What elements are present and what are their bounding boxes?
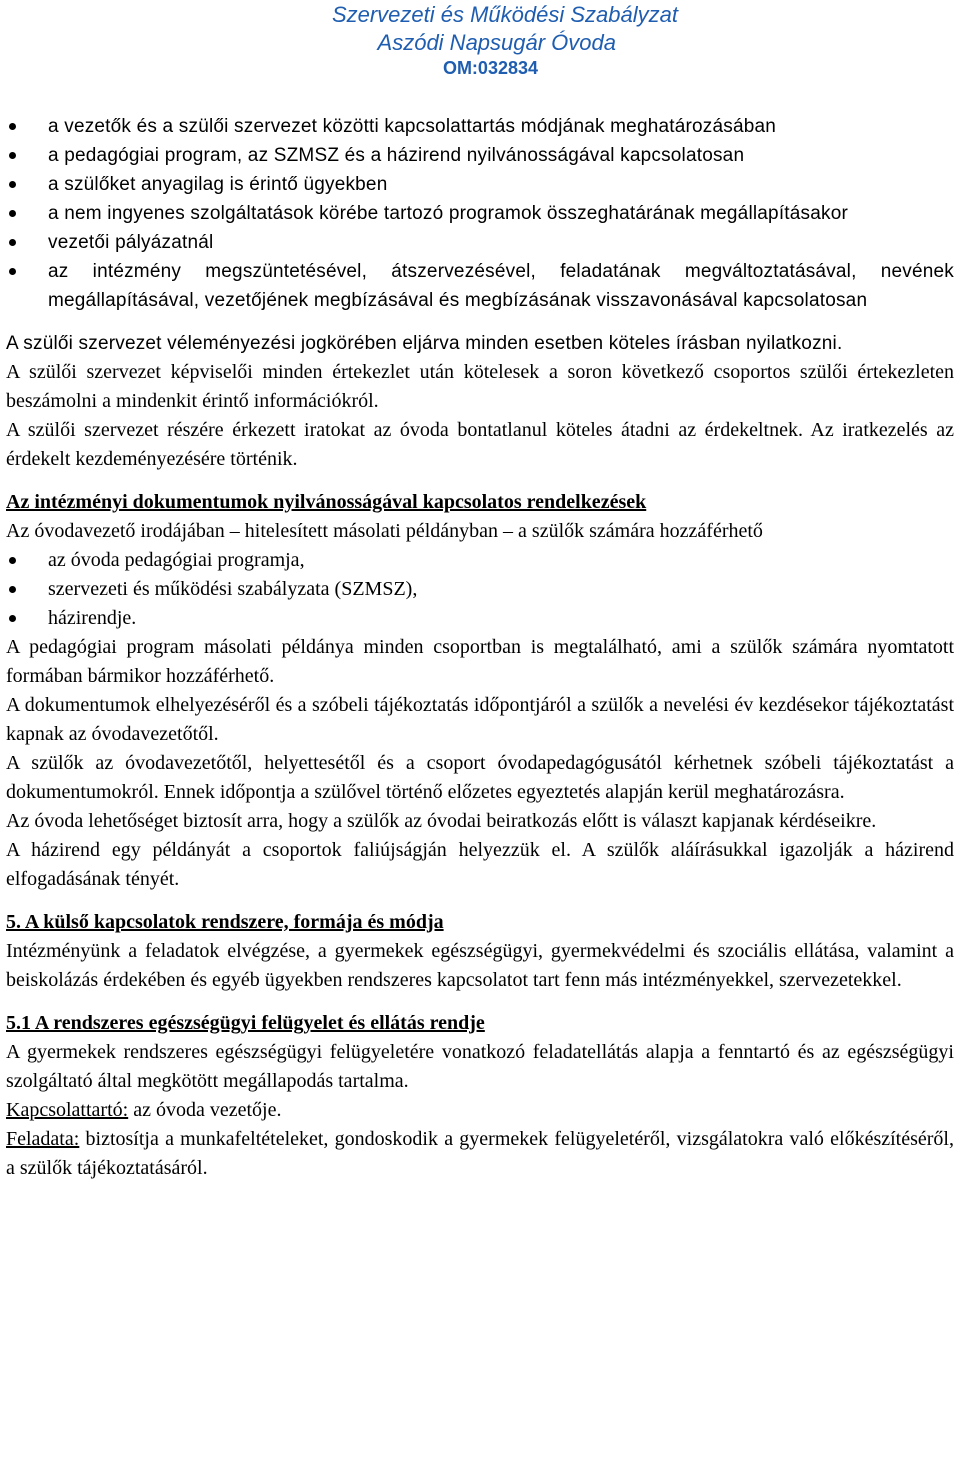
contact-value: az óvoda vezetője. xyxy=(128,1099,282,1121)
paragraph: Az óvoda lehetőséget biztosít arra, hogy a szülők az óvodai beiratkozás előtt is választ kapjanak kérdéseikre. xyxy=(6,810,877,832)
paragraph: A pedagógiai program másolati példánya minden csoportban is megtalálható, ami a szülők számára nyomtatott formában bármikor hozzáférhető. xyxy=(6,636,954,687)
paragraph: A szülői szervezet képviselői minden értekezlet után kötelesek a soron következő csoportos szülői értekezleten beszámolni a mindenkit érintő információkról. xyxy=(6,361,954,412)
list-item: a vezetők és a szülői szervezet közötti kapcsolattartás módjának meghatározásában xyxy=(6,112,954,141)
bullet-icon xyxy=(9,557,16,564)
contact-line xyxy=(6,1096,954,1125)
task-label: Feladata: xyxy=(6,1128,80,1150)
list-item: szervezeti és működési szabályzata (SZMSZ), xyxy=(6,575,954,604)
section-heading-5-1: 5.1 A rendszeres egészségügyi felügyelet és ellátás rendje xyxy=(6,1012,485,1034)
om-number: OM:032834 xyxy=(442,58,538,78)
bullet-icon xyxy=(9,586,16,593)
organization-name: Aszódi Napsugár Óvoda xyxy=(377,30,616,55)
documents-list xyxy=(6,546,954,633)
bullet-icon xyxy=(9,615,16,622)
bullet-icon xyxy=(9,268,16,275)
paragraph: A gyermekek rendszeres egészségügyi felügyeletére vonatkozó feladatellátás alapja a fenntartó és az egészségügyi szolgáltató által megkötött megállapodás tartalma. xyxy=(6,1041,954,1092)
contact-label: Kapcsolattartó: xyxy=(6,1099,129,1121)
list-item: a szülőket anyagilag is érintő ügyekben xyxy=(6,170,954,199)
bullet-icon xyxy=(9,239,16,246)
paragraph: A szülői szervezet véleményezési jogkörében eljárva minden esetben köteles írásban nyilatkozni. xyxy=(6,333,843,354)
bullet-icon xyxy=(9,123,16,130)
section-heading-5: 5. A külső kapcsolatok rendszere, formája és módja xyxy=(6,911,444,933)
parent-org-rights-list xyxy=(6,112,954,315)
paragraph: A házirend egy példányát a csoportok faliújságján helyezzük el. A szülők aláírásukkal igazolják a házirend elfogadásának tényét. xyxy=(6,839,954,890)
list-item: vezetői pályázatnál xyxy=(6,228,954,257)
document-title: Szervezeti és Működési Szabályzat xyxy=(331,2,678,27)
document-body xyxy=(6,112,954,1183)
list-item: a pedagógiai program, az SZMSZ és a házirend nyilvánosságával kapcsolatosan xyxy=(6,141,954,170)
bullet-icon xyxy=(9,181,16,188)
list-item: az óvoda pedagógiai programja, xyxy=(6,546,954,575)
paragraph: Intézményünk a feladatok elvégzése, a gyermekek egészségügyi, gyermekvédelmi és szociális ellátása, valamint a beiskolázás érdekében és egyéb ügyekben rendszeres kapcsolatot tart fenn más intézményekkel, szervezetekkel. xyxy=(6,940,954,991)
bullet-icon xyxy=(9,210,16,217)
list-item: házirendje. xyxy=(6,604,954,633)
paragraph: A szülői szervezet részére érkezett iratokat az óvoda bontatlanul köteles átadni az érdekeltnek. Az iratkezelés az érdekelt kezdeményezésére történik. xyxy=(6,419,954,470)
paragraph: A szülők az óvodavezetőtől, helyettesétől és a csoport óvodapedagógusától kérhetnek szóbeli tájékoztatást a dokumentumokról. Ennek időpontja a szülővel történő előzetes egyeztetés alapján kerül meghatározásra. xyxy=(6,752,954,803)
list-item: az intézmény megszüntetésével, átszervezésével, feladatának megváltoztatásával, nevének megállapításával, vezetőjének megbízásával és megbízásának visszavonásával kapcsolatosan xyxy=(6,257,954,315)
section-heading-documents: Az intézményi dokumentumok nyilvánosságával kapcsolatos rendelkezések xyxy=(6,491,647,513)
task-value: biztosítja a munkafeltételeket, gondoskodik a gyermekek felügyeletéről, vizsgálatokra való előkészítéséről, a szülők tájékoztatásáról. xyxy=(6,1128,954,1179)
bullet-icon xyxy=(9,152,16,159)
task-line xyxy=(6,1125,954,1183)
list-item: a nem ingyenes szolgáltatások körébe tartozó programok összeghatárának megállapításakor xyxy=(6,199,954,228)
paragraph: Az óvodavezető irodájában – hitelesített másolati példányban – a szülők számára hozzáférhető xyxy=(6,520,763,542)
paragraph: A dokumentumok elhelyezéséről és a szóbeli tájékoztatás időpontjáról a szülők a nevelési év kezdésekor tájékoztatást kapnak az óvodavezetőtől. xyxy=(6,694,954,745)
